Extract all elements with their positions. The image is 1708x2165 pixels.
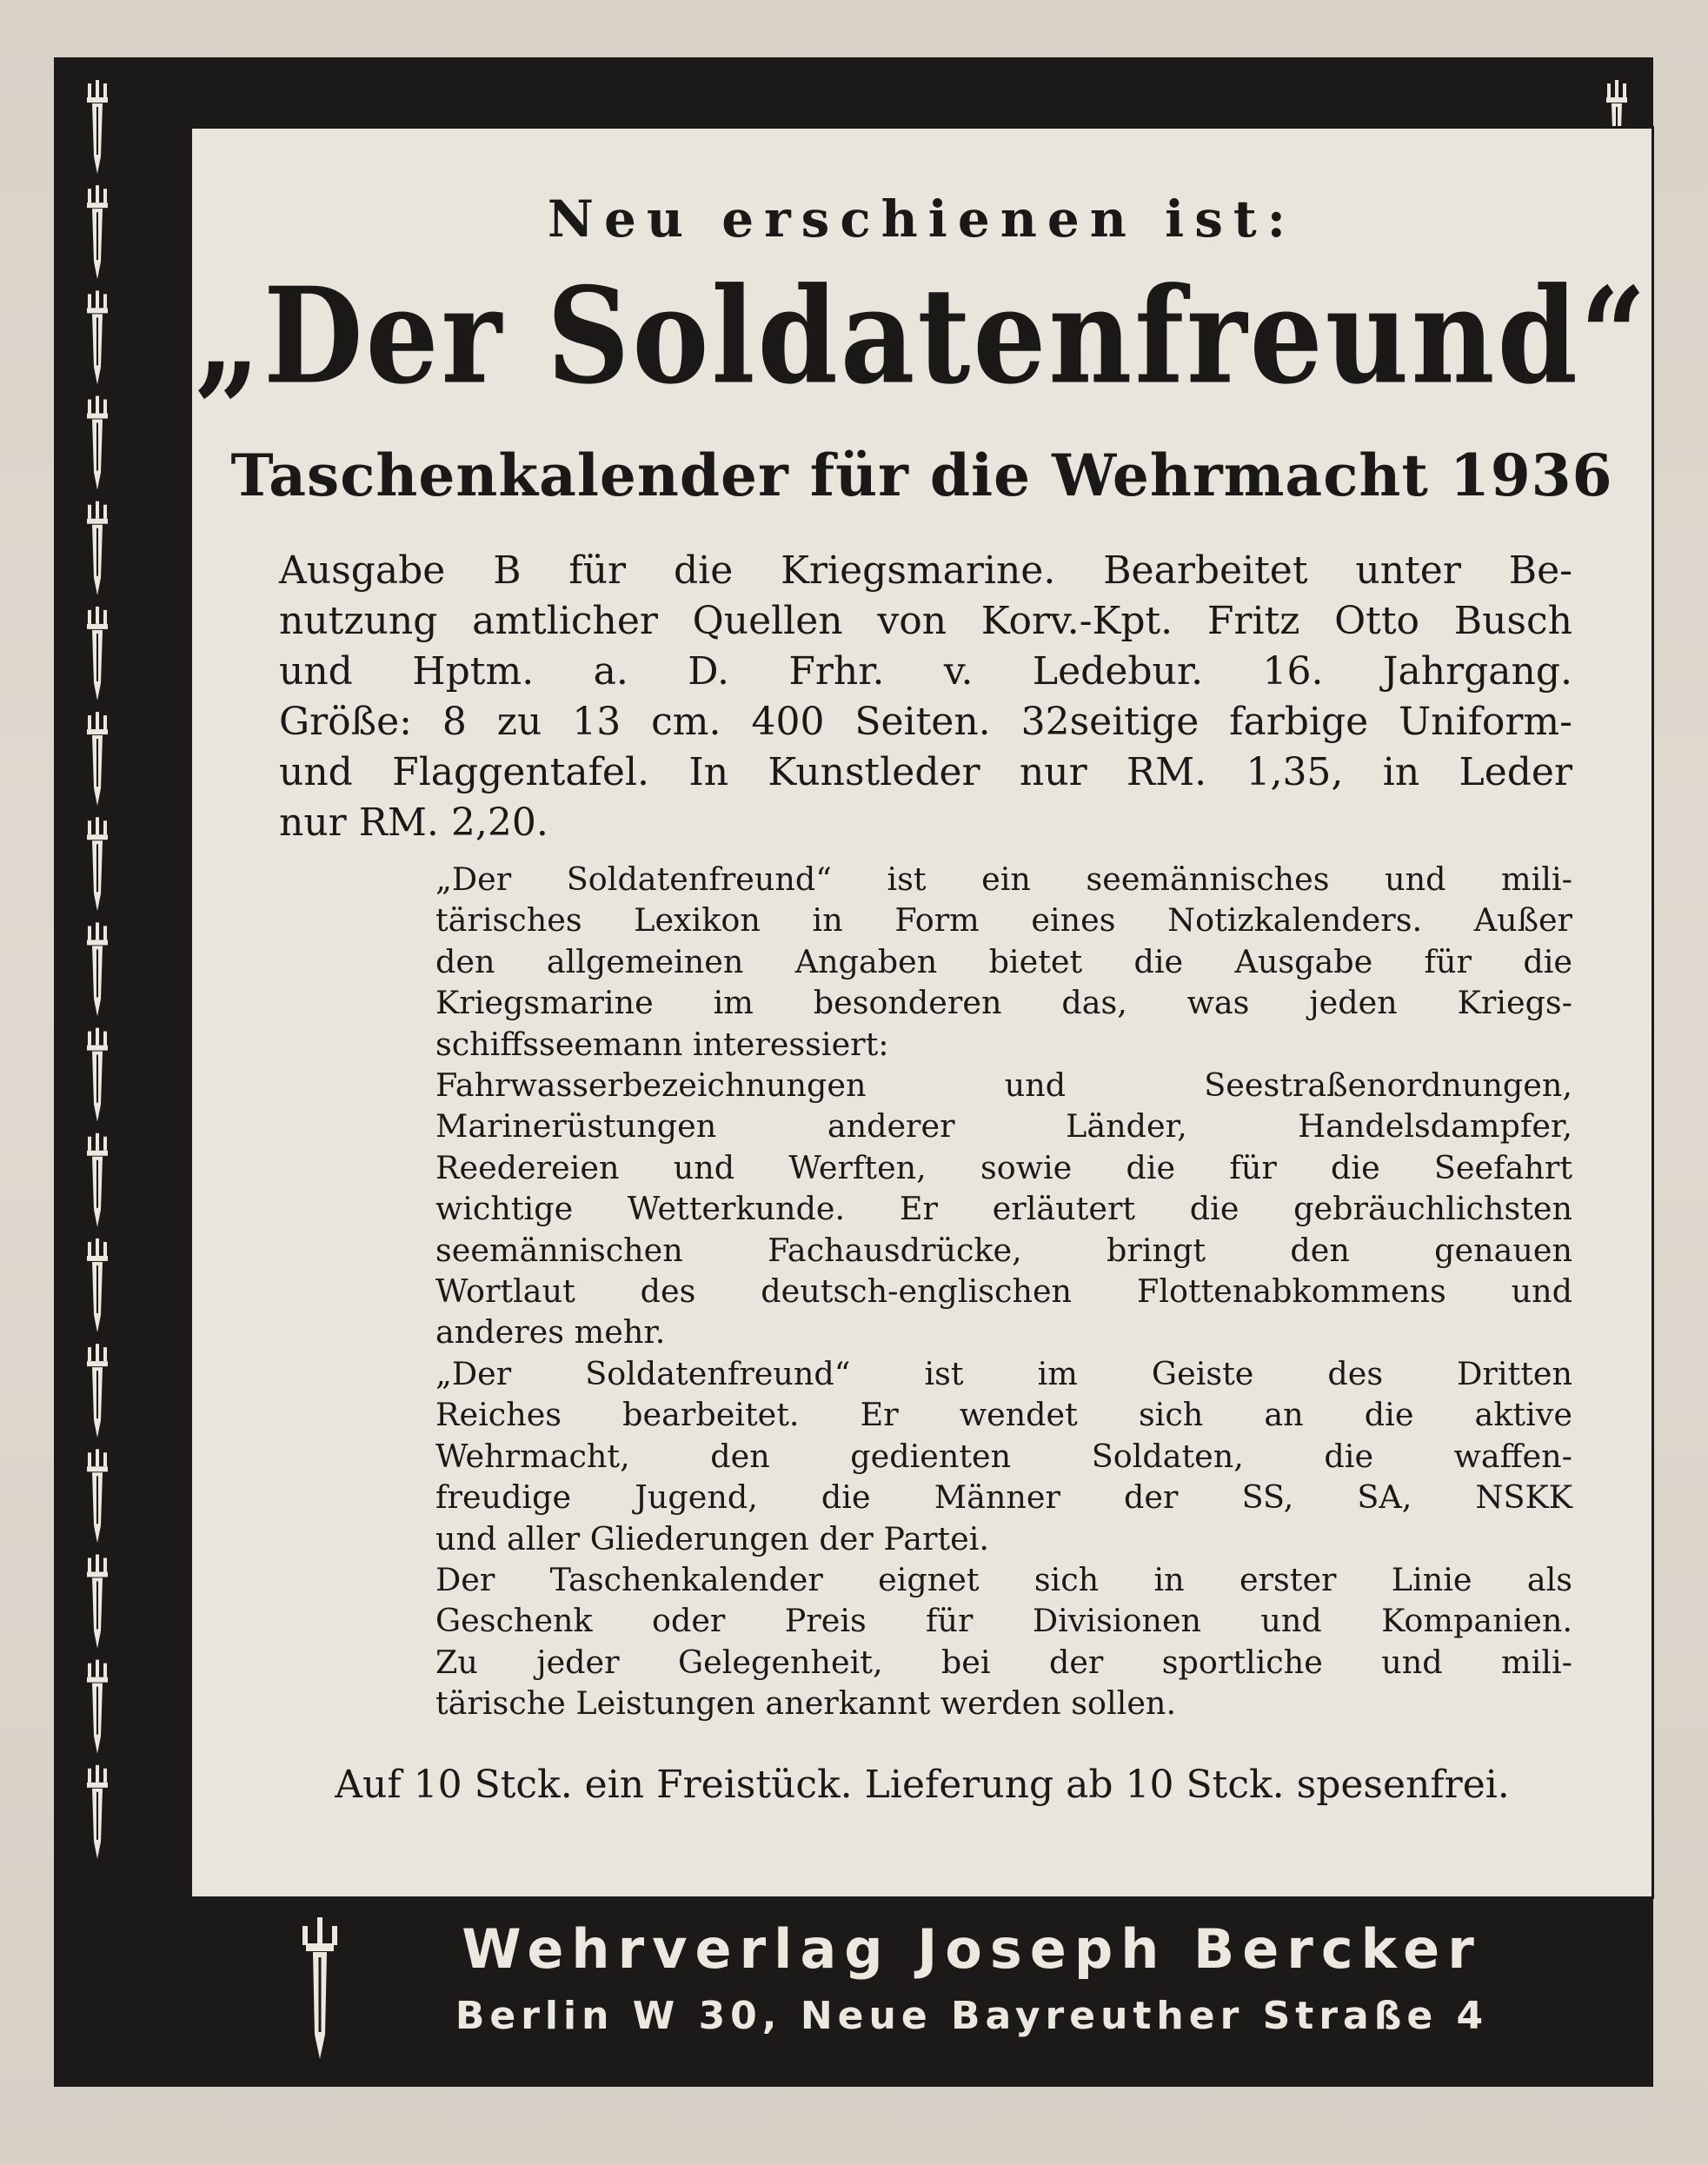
dagger-icon <box>87 290 108 384</box>
description-line: den allgemeinen Angaben bietet die Ausgabe für die <box>435 942 1572 980</box>
kicker-heading: Neu erschienen ist: <box>547 189 1297 249</box>
details-line: und Hptm. a. D. Frhr. v. Ledebur. 16. Jahrgang. <box>279 649 1572 694</box>
advertisement-panel <box>189 126 1654 1899</box>
book-description <box>435 859 1572 1724</box>
description-line: und aller Gliederungen der Partei. <box>435 1519 990 1557</box>
dagger-icon <box>87 922 108 1016</box>
left-dagger-border-icon <box>58 75 136 1865</box>
description-line: Wortlaut des deutsch-englischen Flottenabkommens und <box>435 1272 1572 1311</box>
description-line: schiffsseemann interessiert: <box>435 1025 889 1063</box>
dagger-icon <box>87 185 108 279</box>
dagger-icon <box>87 817 108 911</box>
dagger-icon <box>87 1554 108 1648</box>
left-dagger-border <box>58 75 136 1865</box>
description-line: „Der Soldatenfreund“ ist im Geiste des Dritten <box>435 1354 1572 1392</box>
dagger-icon <box>87 80 108 174</box>
dagger-icon <box>87 1449 108 1543</box>
dagger-icon <box>87 1660 108 1754</box>
description-line: Zu jeder Gelegenheit, bei der sportliche und mili- <box>435 1643 1572 1681</box>
description-line: Marinerüstungen anderer Länder, Handelsdampfer, <box>435 1107 1572 1146</box>
details-line: nur RM. 2,20. <box>279 800 548 845</box>
details-line: Ausgabe B für die Kriegsmarine. Bearbeitet unter Be- <box>279 548 1572 593</box>
publisher-address: Berlin W 30, Neue Bayreuther Straße 4 <box>455 1994 1489 2038</box>
dagger-icon <box>87 1344 108 1438</box>
book-subtitle: Taschenkalender für die Wehrmacht 1936 <box>230 442 1613 509</box>
dagger-icon <box>87 1133 108 1227</box>
details-line: nutzung amtlicher Quellen von Korv.-Kpt. Fritz Otto Busch <box>279 599 1572 643</box>
description-line: tärische Leistungen anerkannt werden sollen. <box>435 1684 1177 1723</box>
advertisement-frame <box>54 57 1653 2087</box>
description-line: Reedereien und Werften, sowie die für die Seefahrt <box>435 1148 1572 1186</box>
details-line: Größe: 8 zu 13 cm. 400 Seiten. 32seitige farbige Uniform- <box>279 700 1572 744</box>
description-line: Der Taschenkalender eignet sich in erster Linie als <box>435 1560 1572 1598</box>
dagger-icon <box>87 501 108 595</box>
dagger-icon <box>87 1028 108 1122</box>
details-line: und Flaggentafel. In Kunstleder nur RM. 1,35, in Leder <box>279 750 1572 794</box>
description-line: Kriegsmarine im besonderen das, was jeden Kriegs- <box>435 984 1572 1022</box>
description-line: Geschenk oder Preis für Divisionen und Kompanien. <box>435 1602 1572 1640</box>
description-line: seemännischen Fachausdrücke, bringt den genauen <box>435 1231 1572 1269</box>
description-line: tärisches Lexikon in Form eines Notizkalenders. Außer <box>435 901 1572 940</box>
edition-details <box>279 546 1572 848</box>
book-title: „Der Soldatenfreund“ <box>195 259 1649 415</box>
description-line: „Der Soldatenfreund“ ist ein seemännisches und mili- <box>435 860 1572 898</box>
dagger-icon <box>87 712 108 806</box>
description-line: freudige Jugend, die Männer der SS, SA, NSKK <box>435 1478 1572 1517</box>
dagger-icon <box>294 1917 346 2061</box>
dagger-icon <box>87 396 108 490</box>
description-line: anderes mehr. <box>435 1313 666 1351</box>
dagger-icon <box>87 1239 108 1332</box>
publisher-name: Wehrverlag Joseph Bercker <box>462 1917 1482 1981</box>
dagger-icon <box>87 1765 108 1859</box>
description-line: wichtige Wetterkunde. Er erläutert die gebräuchlichsten <box>435 1190 1572 1228</box>
bulk-offer: Auf 10 Stck. ein Freistück. Lieferung ab 10 Stck. spesenfrei. <box>335 1763 1510 1807</box>
description-line: Reiches bearbeitet. Er wendet sich an die aktive <box>435 1396 1572 1434</box>
publisher-footer <box>189 1917 1654 2065</box>
dagger-icon <box>87 607 108 701</box>
description-line: Fahrwasserbezeichnungen und Seestraßenordnungen, <box>435 1066 1572 1105</box>
description-line: Wehrmacht, den gedienten Soldaten, die waffen- <box>435 1437 1572 1475</box>
